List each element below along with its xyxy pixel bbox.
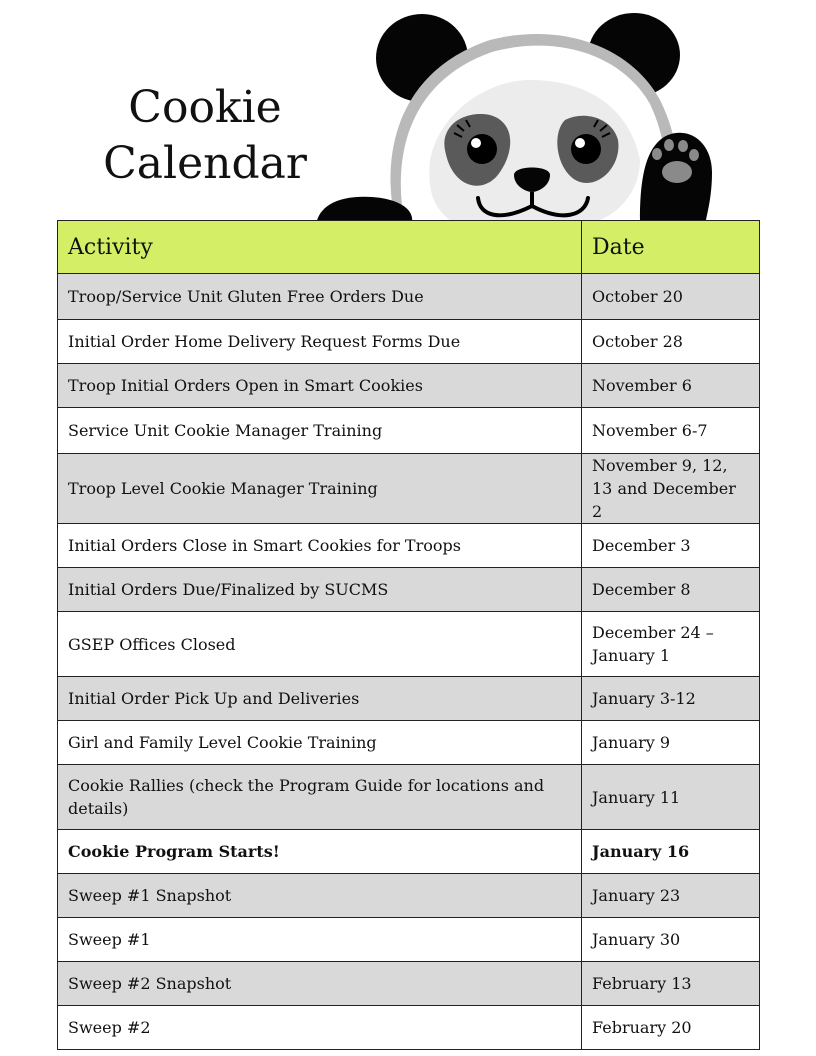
table-row bbox=[58, 524, 760, 568]
date-cell: January 23 bbox=[582, 874, 760, 918]
table-row bbox=[58, 765, 760, 830]
date-cell: October 28 bbox=[582, 320, 760, 364]
activity-cell: Troop/Service Unit Gluten Free Orders Due bbox=[58, 274, 582, 320]
table-row bbox=[58, 612, 760, 677]
table-row-highlight bbox=[58, 830, 760, 874]
activity-cell: GSEP Offices Closed bbox=[58, 612, 582, 677]
table-row bbox=[58, 874, 760, 918]
activity-cell: Initial Orders Close in Smart Cookies for Troops bbox=[58, 524, 582, 568]
table-row bbox=[58, 962, 760, 1006]
activity-cell: Initial Order Home Delivery Request Forms Due bbox=[58, 320, 582, 364]
date-cell: December 3 bbox=[582, 524, 760, 568]
activity-cell: Initial Orders Due/Finalized by SUCMS bbox=[58, 568, 582, 612]
activity-cell: Girl and Family Level Cookie Training bbox=[58, 721, 582, 765]
cookie-calendar-table bbox=[57, 220, 760, 1050]
table-row bbox=[58, 918, 760, 962]
table-row bbox=[58, 320, 760, 364]
activity-cell: Sweep #2 Snapshot bbox=[58, 962, 582, 1006]
date-cell: January 16 bbox=[582, 830, 760, 874]
date-cell: December 24 – January 1 bbox=[582, 612, 760, 677]
date-cell: December 8 bbox=[582, 568, 760, 612]
activity-column-header: Activity bbox=[58, 221, 582, 274]
date-cell: February 20 bbox=[582, 1006, 760, 1050]
activity-cell: Troop Level Cookie Manager Training bbox=[58, 454, 582, 524]
table-row bbox=[58, 721, 760, 765]
table-row bbox=[58, 408, 760, 454]
activity-cell: Service Unit Cookie Manager Training bbox=[58, 408, 582, 454]
activity-cell: Initial Order Pick Up and Deliveries bbox=[58, 677, 582, 721]
title-line-2: Calendar bbox=[103, 138, 307, 189]
table-row bbox=[58, 568, 760, 612]
table-row bbox=[58, 274, 760, 320]
title-line-1: Cookie bbox=[128, 82, 282, 133]
date-cell: January 9 bbox=[582, 721, 760, 765]
activity-cell: Cookie Program Starts! bbox=[58, 830, 582, 874]
date-column-header: Date bbox=[582, 221, 760, 274]
date-cell: November 6-7 bbox=[582, 408, 760, 454]
date-cell: January 30 bbox=[582, 918, 760, 962]
table-row bbox=[58, 364, 760, 408]
activity-cell: Sweep #1 Snapshot bbox=[58, 874, 582, 918]
table-row bbox=[58, 454, 760, 524]
date-cell: November 6 bbox=[582, 364, 760, 408]
date-cell: January 11 bbox=[582, 765, 760, 830]
activity-cell: Troop Initial Orders Open in Smart Cookies bbox=[58, 364, 582, 408]
date-cell: October 20 bbox=[582, 274, 760, 320]
date-cell: January 3-12 bbox=[582, 677, 760, 721]
activity-cell: Sweep #2 bbox=[58, 1006, 582, 1050]
table-row bbox=[58, 1006, 760, 1050]
activity-cell: Cookie Rallies (check the Program Guide for locations and details) bbox=[58, 765, 582, 830]
table-header-row bbox=[58, 221, 760, 274]
date-cell: November 9, 12, 13 and December 2 bbox=[582, 454, 760, 524]
activity-cell: Sweep #1 bbox=[58, 918, 582, 962]
table-row bbox=[58, 677, 760, 721]
date-cell: February 13 bbox=[582, 962, 760, 1006]
